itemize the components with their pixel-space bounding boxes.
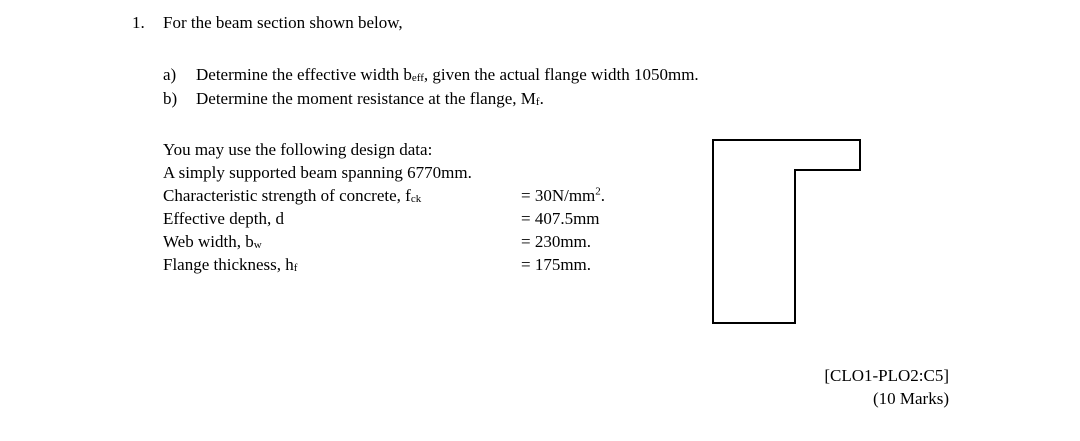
value-after: .: [600, 186, 606, 205]
label-text: Characteristic strength of concrete, f: [163, 186, 411, 205]
design-data-intro: You may use the following design data:: [163, 140, 433, 159]
design-data-value-fck: [521, 186, 605, 206]
clo-reference: [CLO1-PLO2:C5]: [824, 366, 949, 385]
part-a-letter: a): [163, 65, 177, 84]
label-text: Web width, b: [163, 232, 254, 251]
question-number: 1.: [132, 13, 145, 32]
beam-section-outline: [713, 140, 860, 323]
value-text: = 30N/mm: [521, 186, 596, 205]
part-a-text-after: , given the actual flange width 1050mm.: [423, 65, 699, 84]
value-text: = 175mm.: [521, 255, 592, 274]
part-b-text-after: .: [539, 89, 544, 108]
label-text: Flange thickness, h: [163, 255, 294, 274]
design-data-value-d: [521, 209, 600, 229]
part-a-text: [196, 65, 699, 85]
part-b-text-before: Determine the moment resistance at the flange, M: [196, 89, 536, 108]
part-b-text: [196, 89, 544, 109]
design-data-value-bw: [521, 232, 591, 252]
question-intro: For the beam section shown below,: [163, 13, 403, 32]
part-a-text-before: Determine the effective width b: [196, 65, 412, 84]
design-data-span: A simply supported beam spanning 6770mm.: [163, 163, 472, 182]
label-text: Effective depth, d: [163, 209, 285, 228]
design-data-label-hf: [163, 255, 297, 275]
part-b-subscript: f: [535, 96, 540, 108]
design-data-label-bw: [163, 232, 262, 252]
beam-section-figure: [712, 139, 864, 327]
marks-label: (10 Marks): [872, 389, 949, 408]
label-subscript: ck: [410, 193, 422, 205]
value-text: = 407.5mm: [521, 209, 600, 228]
design-data-label-fck: [163, 186, 421, 206]
design-data-label-d: [163, 209, 284, 229]
part-b-letter: b): [163, 89, 178, 108]
label-subscript: w: [253, 239, 262, 251]
design-data-value-hf: [521, 255, 591, 275]
value-superscript: 2: [595, 185, 601, 198]
part-a-subscript: eff: [411, 72, 424, 84]
value-text: = 230mm.: [521, 232, 592, 251]
label-subscript: f: [293, 262, 298, 274]
